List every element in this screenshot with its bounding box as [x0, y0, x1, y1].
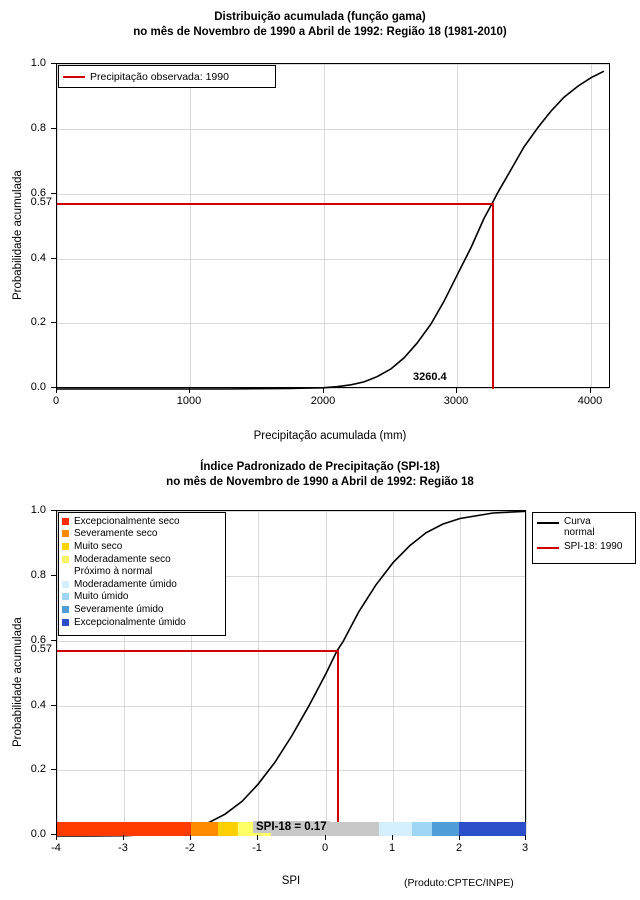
- spi-band-excepcionalmente-umido: [459, 822, 526, 836]
- cat-row: [62, 578, 222, 591]
- cat-dot-proximo-a-normal: [62, 568, 69, 575]
- cat-dot-severamente-seco: [62, 530, 69, 537]
- spi-band-severamente-seco: [191, 822, 218, 836]
- cat-label: Severamente úmido: [74, 603, 164, 615]
- bottom-marker-vertical: [337, 650, 339, 836]
- bottom-legend: [532, 512, 636, 564]
- legend-line-red: [63, 76, 85, 78]
- cat-dot-muito-umido: [62, 593, 69, 600]
- cat-row: [62, 616, 222, 629]
- top-ytick-0.2: 0.2: [30, 316, 46, 328]
- cat-row: [62, 553, 222, 566]
- cat-row: [62, 603, 222, 616]
- panel-spi: [0, 450, 640, 900]
- legend-line-red: [537, 547, 559, 549]
- top-ytick-1.0: 1.0: [30, 57, 46, 69]
- cat-dot-excepcionalmente-umido: [62, 619, 69, 626]
- cat-row: [62, 540, 222, 553]
- cat-row: [62, 528, 222, 541]
- spi-band-muito-seco: [218, 822, 238, 836]
- spi-band-excepcionalmente-seco: [57, 822, 191, 836]
- cat-dot-moderadamente-umido: [62, 581, 69, 588]
- bottom-xtick-2: 2: [455, 842, 463, 854]
- spi-band-severamente-umido: [432, 822, 459, 836]
- top-xtick-4000: 4000: [577, 395, 603, 407]
- top-marker-x-label: 3260.4: [413, 371, 447, 383]
- bottom-xtick-0: 0: [321, 842, 329, 854]
- cat-dot-severamente-umido: [62, 606, 69, 613]
- top-plot-area: [56, 63, 610, 388]
- cat-label: Excepcionalmente seco: [74, 515, 180, 527]
- cat-label: Muito úmido: [74, 591, 129, 603]
- bottom-title-line2: no mês de Novembro de 1990 a Abril de 1992: Região 18: [166, 476, 474, 488]
- top-legend: [58, 65, 276, 88]
- product-credit: (Produto:CPTEC/INPE): [404, 877, 514, 889]
- bottom-ytick-1.0: 1.0: [30, 504, 46, 516]
- top-xtick-0: 0: [52, 395, 60, 407]
- legend-label-line2: normal: [564, 527, 595, 538]
- spi-category-legend: [58, 512, 226, 636]
- top-xtick-3000: 3000: [443, 395, 469, 407]
- cat-label: Muito seco: [74, 540, 123, 552]
- top-title-line2: no mês de Novembro de 1990 a Abril de 1992: Região 18 (1981-2010): [133, 26, 507, 38]
- top-marker-vertical: [492, 203, 494, 389]
- bottom-xtick--2: -2: [185, 842, 195, 854]
- bottom-xtick-3: 3: [521, 842, 529, 854]
- top-yaxis-label: Probabilidade acumulada: [12, 170, 24, 300]
- bottom-ytick-0.2: 0.2: [30, 763, 46, 775]
- bottom-marker-horizontal: [57, 650, 338, 652]
- top-title-line1: Distribuição acumulada (função gama): [214, 11, 426, 23]
- top-marker-y-label: 0.57: [30, 196, 52, 208]
- cat-row: [62, 591, 222, 604]
- bottom-ytick-0.0: 0.0: [30, 828, 46, 840]
- bottom-ytick-0.4: 0.4: [30, 699, 46, 711]
- bottom-ytick-0.8: 0.8: [30, 569, 46, 581]
- bottom-title-line1: Índice Padronizado de Precipitação (SPI-18): [200, 461, 440, 473]
- spi-band-muito-umido: [412, 822, 432, 836]
- bottom-xtick--3: -3: [118, 842, 128, 854]
- bottom-xaxis-label: SPI: [281, 875, 301, 887]
- top-chart-title: [0, 0, 640, 40]
- bottom-chart-title: [0, 450, 640, 490]
- cat-label: Excepcionalmente úmido: [74, 616, 186, 628]
- cat-dot-excepcionalmente-seco: [62, 518, 69, 525]
- top-xtick-2000: 2000: [310, 395, 336, 407]
- spi-value-label: SPI-18 = 0.17: [253, 821, 330, 833]
- top-legend-row: [59, 66, 275, 87]
- cat-label: Severamente seco: [74, 528, 158, 540]
- cat-dot-muito-seco: [62, 543, 69, 550]
- top-ytick-0.8: 0.8: [30, 122, 46, 134]
- spi-band-moderadamente-umido: [379, 822, 412, 836]
- top-ytick-0.4: 0.4: [30, 252, 46, 264]
- top-xtick-1000: 1000: [176, 395, 202, 407]
- legend-label-line1: Curva: [564, 516, 591, 527]
- top-ytick-0.6: 0.6: [30, 187, 46, 199]
- legend-label-line1: SPI-18: 1990: [564, 541, 623, 552]
- legend-line-black: [537, 522, 559, 524]
- bottom-ytick-0.6: 0.6: [30, 634, 46, 646]
- bottom-xtick-1: 1: [388, 842, 396, 854]
- cat-label: Moderadamente seco: [74, 553, 171, 565]
- legend-entry-curva-normal: [537, 516, 631, 538]
- cat-dot-moderadamente-seco: [62, 556, 69, 563]
- bottom-yaxis-label: Probabilidade acumulada: [12, 617, 24, 747]
- legend-entry-spi: [537, 541, 631, 552]
- cat-row: [62, 565, 222, 578]
- top-marker-horizontal: [57, 203, 493, 205]
- top-ytick-0.0: 0.0: [30, 381, 46, 393]
- top-xaxis-label: Precipitação acumulada (mm): [253, 430, 407, 442]
- cat-row: [62, 515, 222, 528]
- bottom-marker-y-label: 0.57: [30, 643, 52, 655]
- cat-label: Próximo à normal: [74, 566, 153, 578]
- top-gamma-curve: [57, 64, 611, 389]
- bottom-xtick--1: -1: [252, 842, 262, 854]
- top-legend-label: Precipitação observada: 1990: [90, 70, 229, 83]
- cat-label: Moderadamente úmido: [74, 578, 177, 590]
- bottom-xtick--4: -4: [51, 842, 61, 854]
